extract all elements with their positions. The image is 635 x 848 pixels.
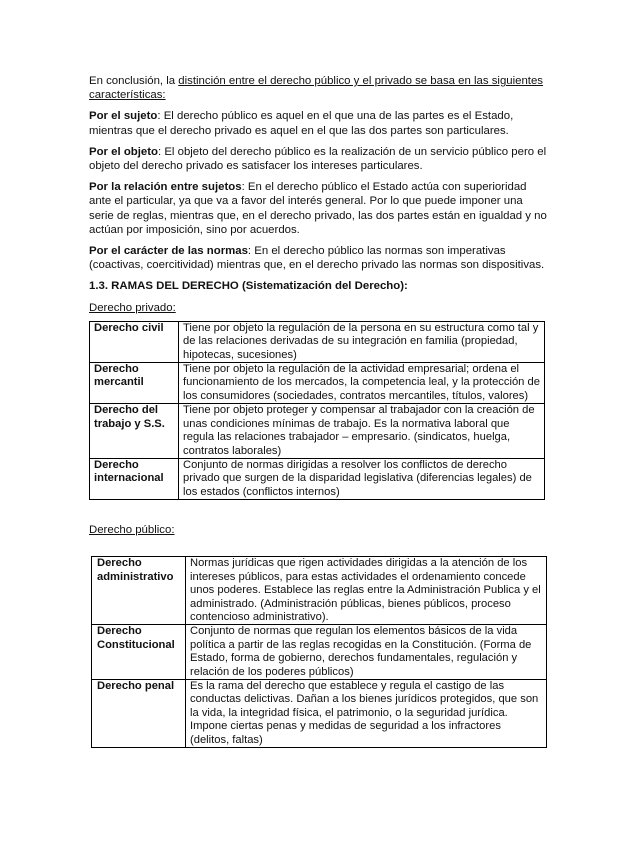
intro-prefix: En conclusión, la: [89, 75, 179, 87]
criterion-label: Por el objeto: [89, 145, 158, 158]
term-cell: Derecho mercantil: [90, 363, 179, 404]
criterion-label: Por el carácter de las normas: [89, 245, 248, 258]
criterion-text: : El objeto del derecho público es la realización de un servicio público pero el objeto del derecho privado es satisfacer los intereses particulares.: [89, 145, 547, 173]
privado-label: [89, 301, 549, 315]
criterion-text: : En el derecho público el Estado actúa con superioridad ante el particular, ya que va a favor del interés general. Por lo que puede imponer una serie de reglas, mientras que, en el derecho privado, las dos partes están en igualdad y no actúan por imposición, sino por acuerdos.: [89, 181, 547, 236]
criterion-text: : En el derecho público las normas son imperativas (coactivas, coercitividad) mientras que, en el derecho privado las normas son dispositivas.: [89, 245, 545, 272]
intro-underlined: distinción entre el derecho público y el privado se basa en las siguientes características:: [89, 75, 544, 102]
privado-table: [89, 321, 545, 500]
table-row: [92, 557, 547, 625]
criterion-caracter: [89, 244, 549, 272]
term-cell: Derecho internacional: [90, 458, 179, 499]
term-cell: Derecho administrativo: [92, 557, 186, 625]
publico-label: [89, 523, 549, 537]
desc-cell: Tiene por objeto proteger y compensar al trabajador con la creación de unas condiciones mínimas de trabajo. Es la normativa laboral que regula las relaciones trabajador – empresario. (sindicatos, huelga, contratos laborales): [179, 404, 545, 459]
table-row: [90, 321, 545, 362]
table-row: [90, 458, 545, 499]
criterion-objeto: [89, 145, 549, 173]
table-row: [92, 625, 547, 680]
table-row: [92, 679, 547, 747]
document-body: [89, 74, 549, 748]
term-cell: Derecho Constitucional: [92, 625, 186, 680]
desc-cell: Tiene por objeto la regulación de la actividad empresarial; ordena el funcionamiento de los mercados, la competencia leal, y la protección de los consumidores (sociedades, contratos mercantiles, títulos, valores): [179, 363, 545, 404]
desc-cell: Tiene por objeto la regulación de la persona en su estructura como tal y de las relaciones derivadas de su integración en familia (propiedad, hipotecas, sucesiones): [179, 321, 545, 362]
spacer: [89, 543, 549, 556]
table-row: [90, 363, 545, 404]
publico-table: [91, 556, 547, 748]
desc-cell: Es la rama del derecho que establece y regula el castigo de las conductas delictivas. Dañan a los bienes jurídicos protegidos, que son la vida, la integridad física, el patrimonio, o la seguridad jurídica. Impone ciertas penas y medidas de seguridad a los infractores (delitos, faltas): [186, 679, 547, 747]
section-heading: 1.3. RAMAS DEL DERECHO (Sistematización del Derecho):: [89, 280, 408, 293]
desc-cell: Conjunto de normas que regulan los elementos básicos de la vida política a partir de las reglas recogidas en la Constitución. (Forma de Estado, forma de gobierno, derechos fundamentales, regulación y relación de los poderes públicos): [186, 625, 547, 680]
criterion-label: Por el sujeto: [89, 110, 158, 123]
criterion-label: Por la relación entre sujetos: [89, 181, 242, 194]
criterion-text: : El derecho público es aquel en el que una de las partes es el Estado, mientras que el derecho privado es aquel en el que las dos partes son particulares.: [89, 110, 514, 137]
desc-cell: Normas jurídicas que rigen actividades dirigidas a la atención de los intereses públicos, para estas actividades el ordenamiento concede unos poderes. Establece las reglas entre la Administración Publica y el administrado. (Administración públicas, bienes públicos, proceso contencioso administrativo).: [186, 557, 547, 625]
publico-label-text: Derecho público:: [89, 524, 175, 537]
criterion-sujeto: [89, 109, 549, 137]
criterion-relacion: [89, 180, 549, 237]
term-cell: Derecho penal: [92, 679, 186, 747]
intro-paragraph: [89, 74, 549, 102]
privado-label-text: Derecho privado:: [89, 301, 176, 314]
term-cell: Derecho del trabajo y S.S.: [90, 404, 179, 459]
desc-cell: Conjunto de normas dirigidas a resolver los conflictos de derecho privado que surgen de la disparidad legislativa (diferencias legales) de los estados (conflictos internos): [179, 458, 545, 499]
table-row: [90, 404, 545, 459]
spacer: [89, 500, 549, 523]
term-cell: Derecho civil: [90, 321, 179, 362]
